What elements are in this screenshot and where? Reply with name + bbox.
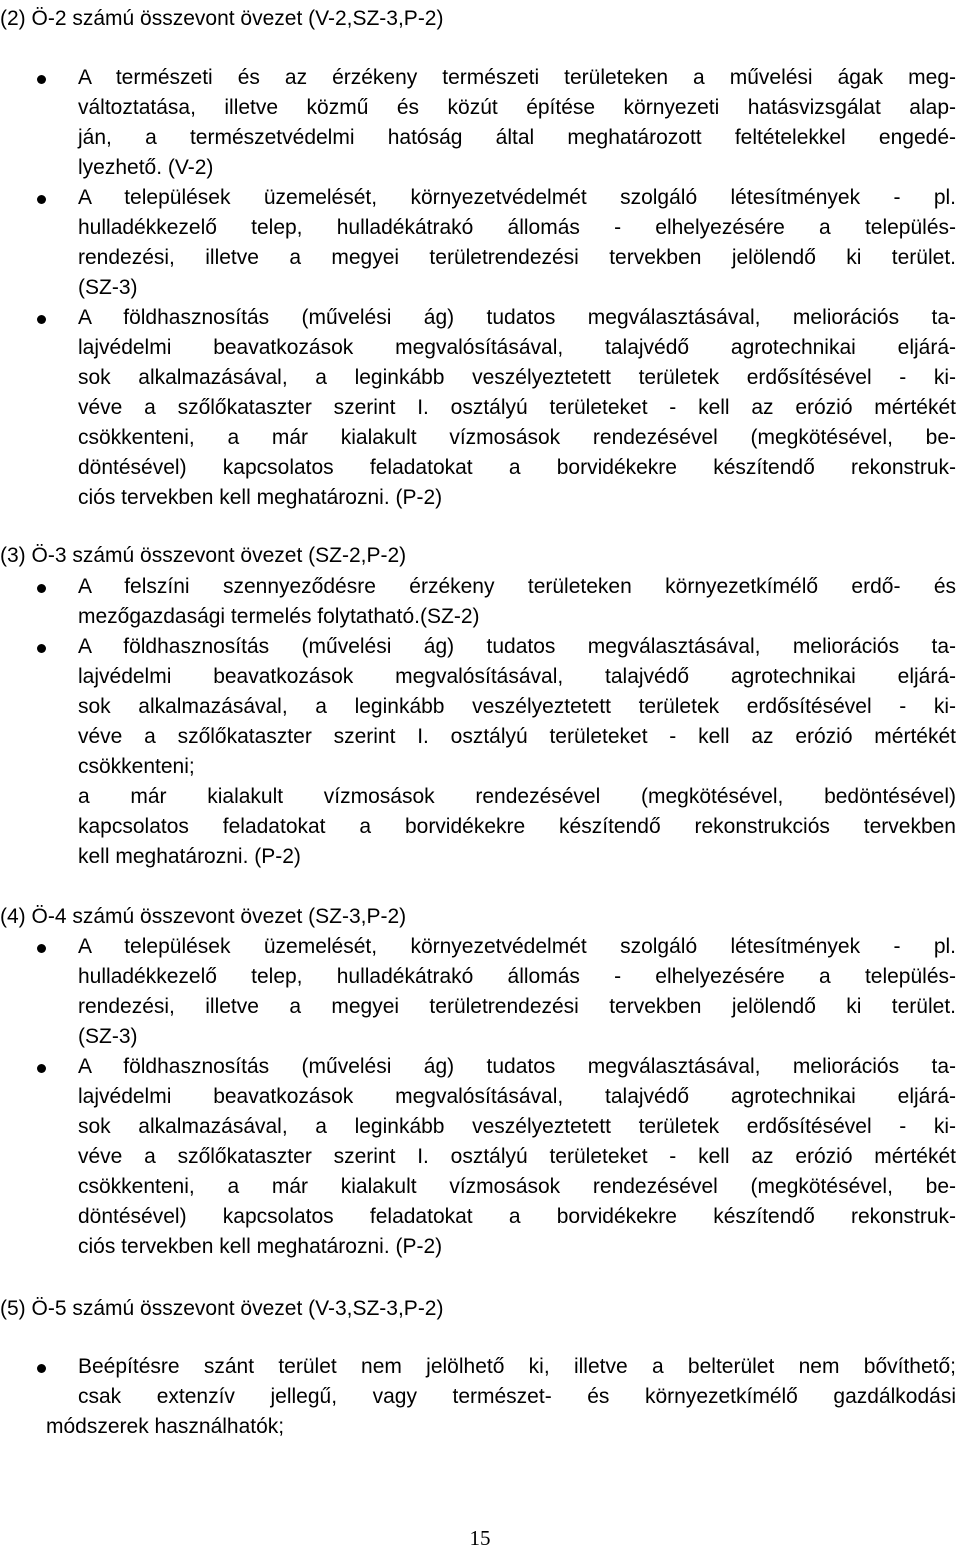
text-line: A természeti és az érzékeny természeti területeken a művelési ágak meg- — [78, 66, 956, 89]
text-line: döntésével) kapcsolatos feladatokat a borvidékekre készítendő rekonstruk- — [78, 1205, 956, 1228]
text-line: sok alkalmazásával, a leginkább veszélyeztetett területek erdősítésével - ki- — [78, 695, 956, 718]
text-line: lajvédelmi beavatkozások megvalósításával, talajvédő agrotechnikai eljárá- — [78, 665, 956, 688]
text-line: hulladékkezelő telep, hulladékátrakó állomás - elhelyezésére a település- — [78, 216, 956, 239]
text-line: lyezhető. (V-2) — [78, 156, 214, 179]
text-line: A települések üzemelését, környezetvédelmét szolgáló létesítmények - pl. — [78, 935, 956, 958]
text-line: A felszíni szennyeződésre érzékeny területeken környezetkímélő erdő- és — [78, 575, 956, 598]
text-line: A földhasznosítás (művelési ág) tudatos megválasztásával, meliorációs ta- — [78, 306, 956, 329]
text-line: kapcsolatos feladatokat a borvidékekre készítendő rekonstrukciós tervekben — [78, 815, 956, 838]
text-line: rendezési, illetve a megyei területrendezési tervekben jelölendő ki terület. — [78, 995, 956, 1018]
text-line: változtatása, illetve közmű és közút építése környezeti hatásvizsgálat alap- — [78, 96, 956, 119]
text-line: (SZ-3) — [78, 1025, 138, 1048]
text-line: (SZ-3) — [78, 276, 138, 299]
text-line: hulladékkezelő telep, hulladékátrakó állomás - elhelyezésére a település- — [78, 965, 956, 988]
bullet-icon — [37, 1064, 46, 1073]
page-number: 15 — [469, 1526, 491, 1550]
text-line: lajvédelmi beavatkozások megvalósításával, talajvédő agrotechnikai eljárá- — [78, 336, 956, 359]
text-line: rendezési, illetve a megyei területrendezési tervekben jelölendő ki terület. — [78, 246, 956, 269]
section-heading: (4) Ö-4 számú összevont övezet (SZ-3,P-2) — [0, 905, 407, 928]
text-line: kell meghatározni. (P-2) — [78, 845, 301, 868]
text-line: A települések üzemelését, környezetvédelmét szolgáló létesítmények - pl. — [78, 186, 956, 209]
text-line: a már kialakult vízmosások rendezésével (megkötésével, bedöntésével) — [78, 785, 956, 808]
text-line: A földhasznosítás (művelési ág) tudatos megválasztásával, meliorációs ta- — [78, 635, 956, 658]
section-heading: (3) Ö-3 számú összevont övezet (SZ-2,P-2) — [0, 544, 407, 567]
text-line: A földhasznosítás (művelési ág) tudatos megválasztásával, meliorációs ta- — [78, 1055, 956, 1078]
bullet-icon — [37, 315, 46, 324]
text-line: sok alkalmazásával, a leginkább veszélyeztetett területek erdősítésével - ki- — [78, 1115, 956, 1138]
text-line: Beépítésre szánt terület nem jelölhető ki, illetve a belterület nem bővíthető; — [78, 1355, 956, 1378]
bullet-icon — [37, 195, 46, 204]
text-line: csökkenteni; — [78, 755, 195, 778]
section-heading: (2) Ö-2 számú összevont övezet (V-2,SZ-3,P-2) — [0, 7, 444, 30]
bullet-icon — [37, 944, 46, 953]
text-line: véve a szőlőkataszter szerint I. osztályú területeket - kell az erózió mértékét — [78, 1145, 956, 1168]
text-line: lajvédelmi beavatkozások megvalósításával, talajvédő agrotechnikai eljárá- — [78, 1085, 956, 1108]
text-line: ciós tervekben kell meghatározni. (P-2) — [78, 486, 443, 509]
bullet-icon — [37, 1364, 46, 1373]
bullet-icon — [37, 584, 46, 593]
text-line: csökkenteni, a már kialakult vízmosások rendezésével (megkötésével, be- — [78, 426, 956, 449]
bullet-icon — [37, 75, 46, 84]
text-line: véve a szőlőkataszter szerint I. osztályú területeket - kell az erózió mértékét — [78, 725, 956, 748]
text-line: ján, a természetvédelmi hatóság által meghatározott feltételekkel engedé- — [78, 126, 956, 149]
text-line: csak extenzív jellegű, vagy természet- és környezetkímélő gazdálkodási — [78, 1385, 956, 1408]
text-line: sok alkalmazásával, a leginkább veszélyeztetett területek erdősítésével - ki- — [78, 366, 956, 389]
bullet-icon — [37, 644, 46, 653]
text-line: csökkenteni, a már kialakult vízmosások rendezésével (megkötésével, be- — [78, 1175, 956, 1198]
text-line: módszerek használhatók; — [46, 1415, 285, 1438]
text-line: véve a szőlőkataszter szerint I. osztályú területeket - kell az erózió mértékét — [78, 396, 956, 419]
text-line: mezőgazdasági termelés folytatható.(SZ-2) — [78, 605, 480, 628]
section-heading: (5) Ö-5 számú összevont övezet (V-3,SZ-3,P-2) — [0, 1297, 444, 1320]
text-line: döntésével) kapcsolatos feladatokat a borvidékekre készítendő rekonstruk- — [78, 456, 956, 479]
text-line: ciós tervekben kell meghatározni. (P-2) — [78, 1235, 443, 1258]
